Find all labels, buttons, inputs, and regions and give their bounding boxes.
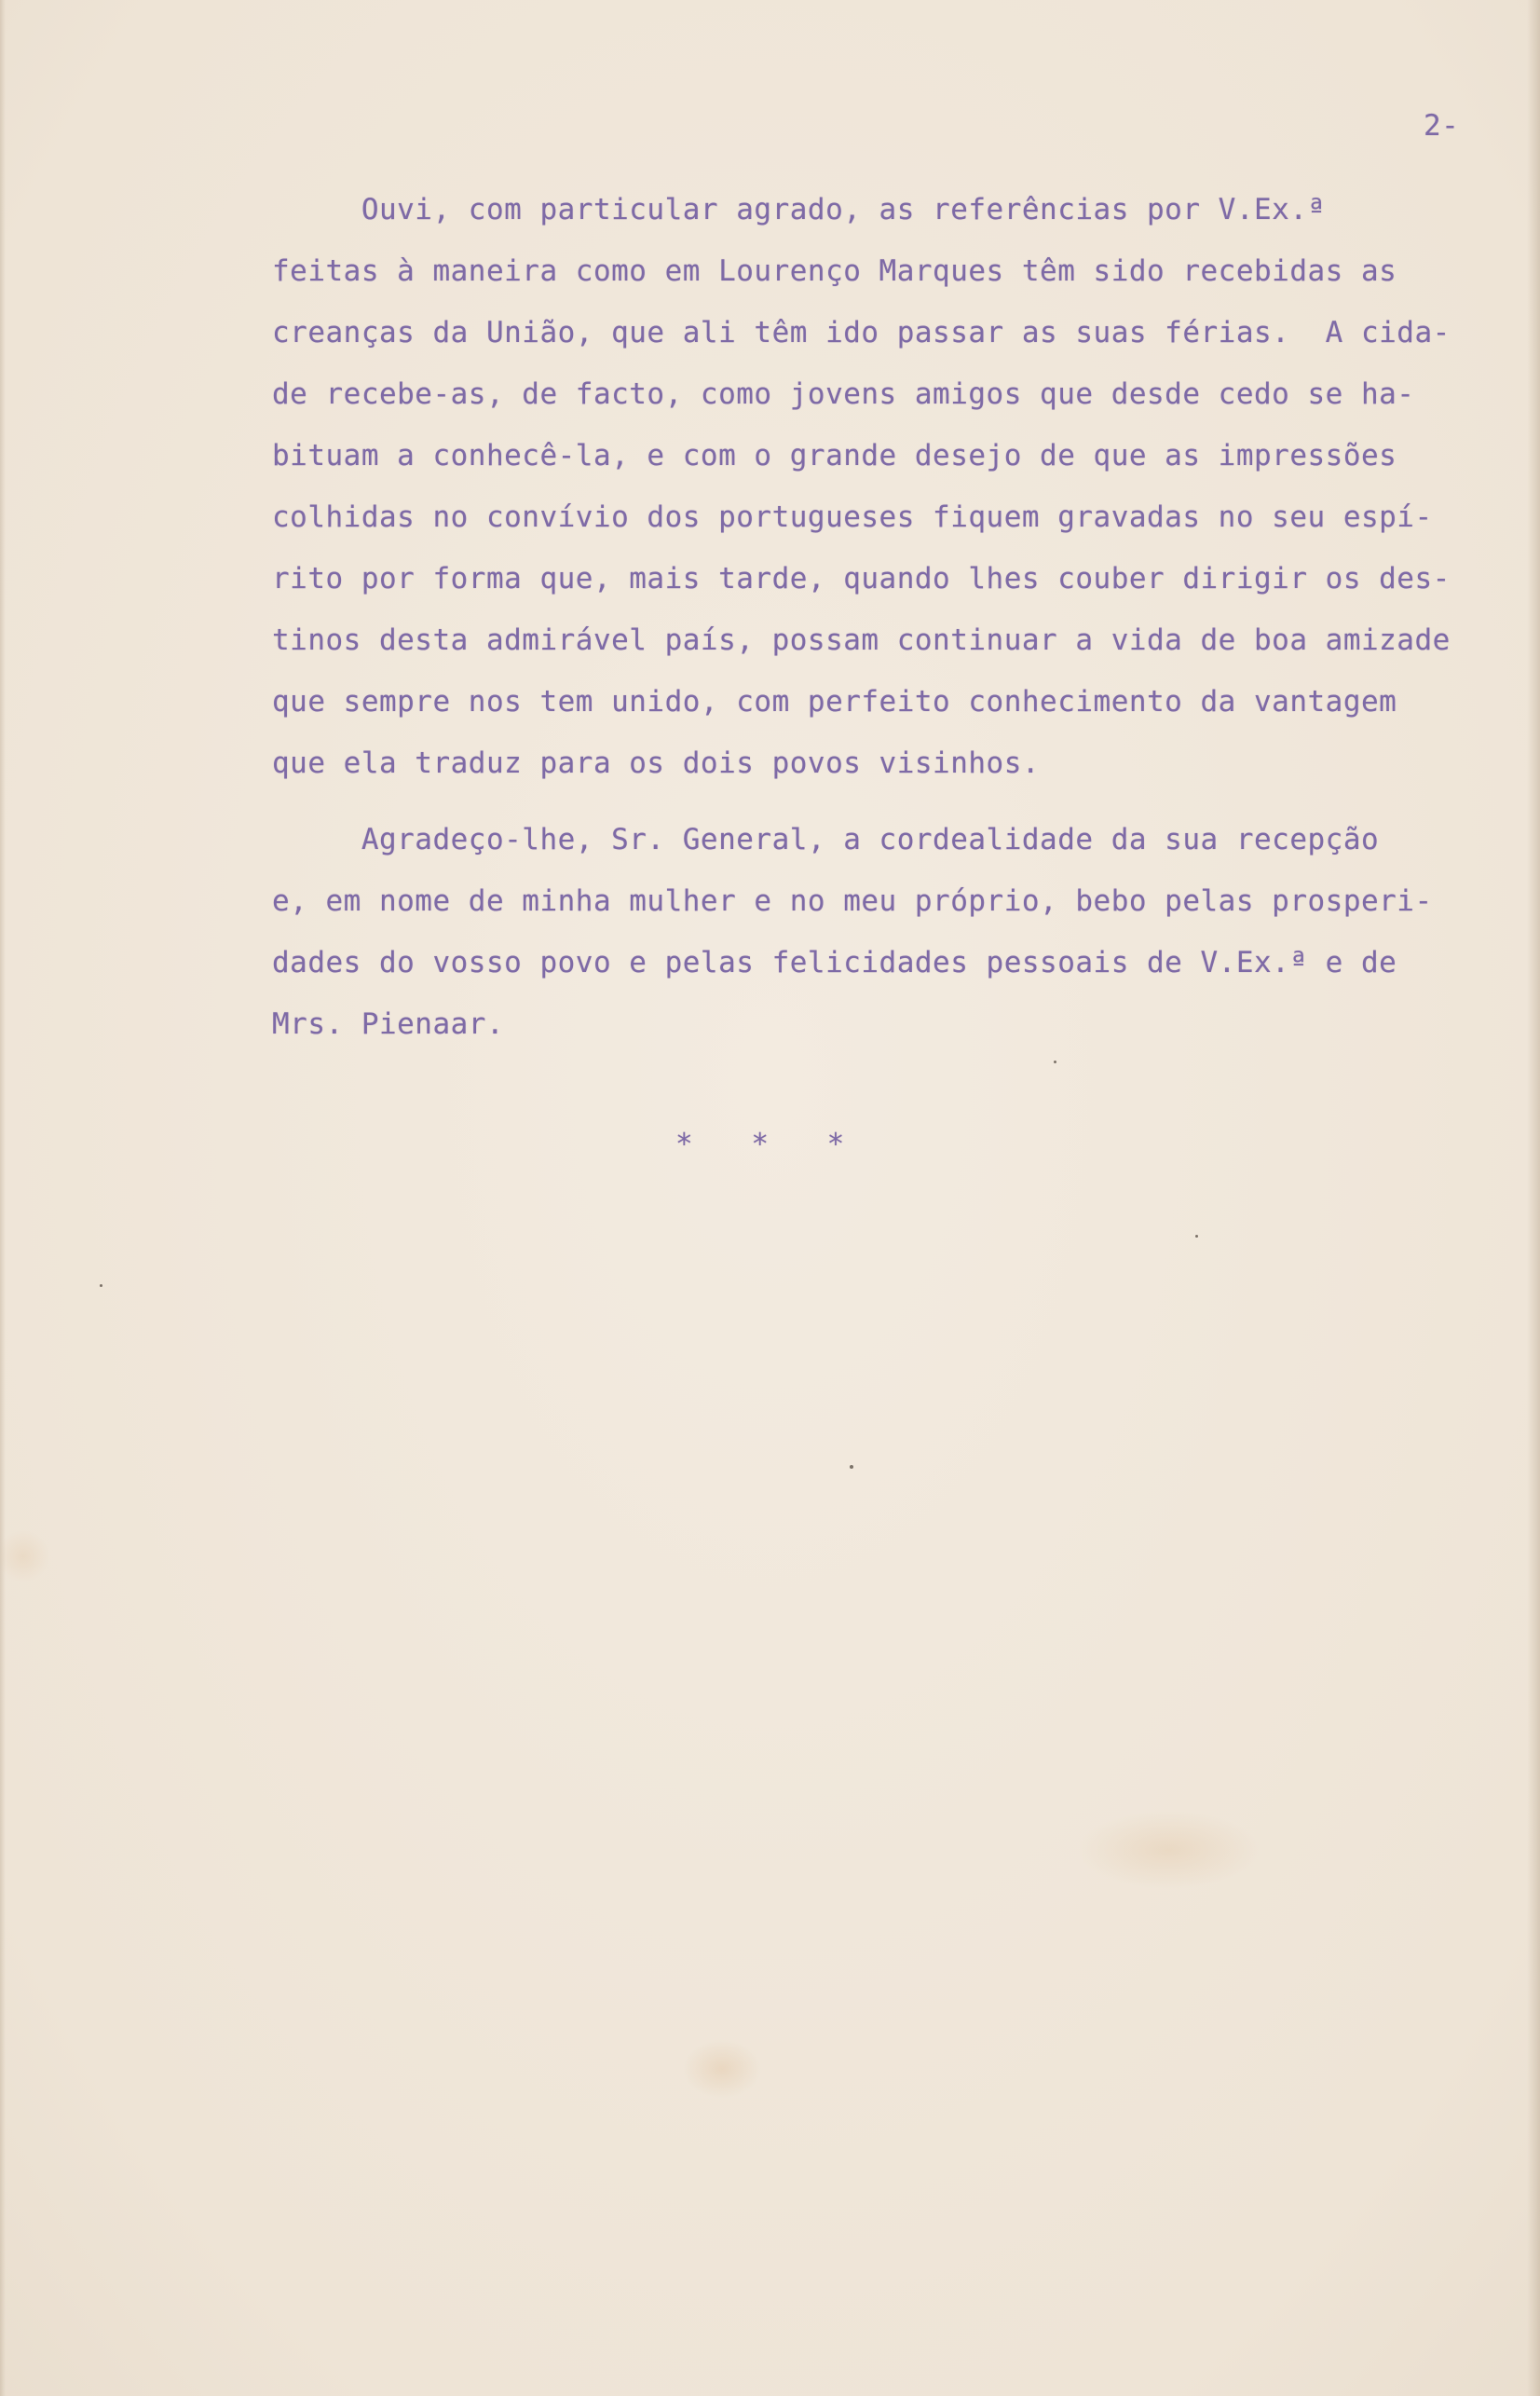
paragraph-1-line-2: feitas à maneira como em Lourenço Marques têm sido recebidas as — [272, 254, 1397, 288]
page-number: 2- — [1424, 109, 1460, 143]
paragraph-1-line-7: rito por forma que, mais tarde, quando lhes couber dirigir os des- — [272, 562, 1451, 596]
paper-speck — [1195, 1235, 1198, 1238]
paragraph-2-line-3: dades do vosso povo e pelas felicidades pessoais de V.Ex.ª e de — [272, 946, 1397, 979]
paper-speck — [1054, 1061, 1056, 1063]
paragraph-1-line-10: que ela traduz para os dois povos visinhos. — [272, 746, 1041, 780]
paragraph-1-line-3: creanças da União, que ali têm ido passar as suas férias. A cida- — [272, 316, 1451, 349]
paragraph-1-line-9: que sempre nos tem unido, com perfeito conhecimento da vantagem — [272, 685, 1397, 719]
paragraph-2-line-4: Mrs. Pienaar. — [272, 1007, 505, 1041]
paragraph-1-line-1: Ouvi, com particular agrado, as referências por V.Ex.ª — [272, 193, 1326, 226]
closing-asterisks: * * * — [675, 1128, 865, 1161]
paper-edge-right — [1527, 0, 1540, 2396]
paragraph-1-line-5: bituam a conhecê-la, e com o grande desejo de que as impressões — [272, 439, 1397, 472]
paper-speck — [850, 1465, 853, 1469]
paragraph-2-line-2: e, em nome de minha mulher e no meu próprio, bebo pelas prosperi- — [272, 884, 1433, 918]
paper-speck — [100, 1284, 102, 1287]
paragraph-1-line-4: de recebe-as, de facto, como jovens amigos que desde cedo se ha- — [272, 377, 1415, 411]
paragraph-1-line-8: tinos desta admirável país, possam continuar a vida de boa amizade — [272, 623, 1451, 657]
paragraph-1-line-6: colhidas no convívio dos portugueses fiquem gravadas no seu espí- — [272, 500, 1433, 534]
paragraph-2-line-1: Agradeço-lhe, Sr. General, a cordealidade da sua recepção — [272, 823, 1380, 856]
paper-edge-left — [0, 0, 6, 2396]
